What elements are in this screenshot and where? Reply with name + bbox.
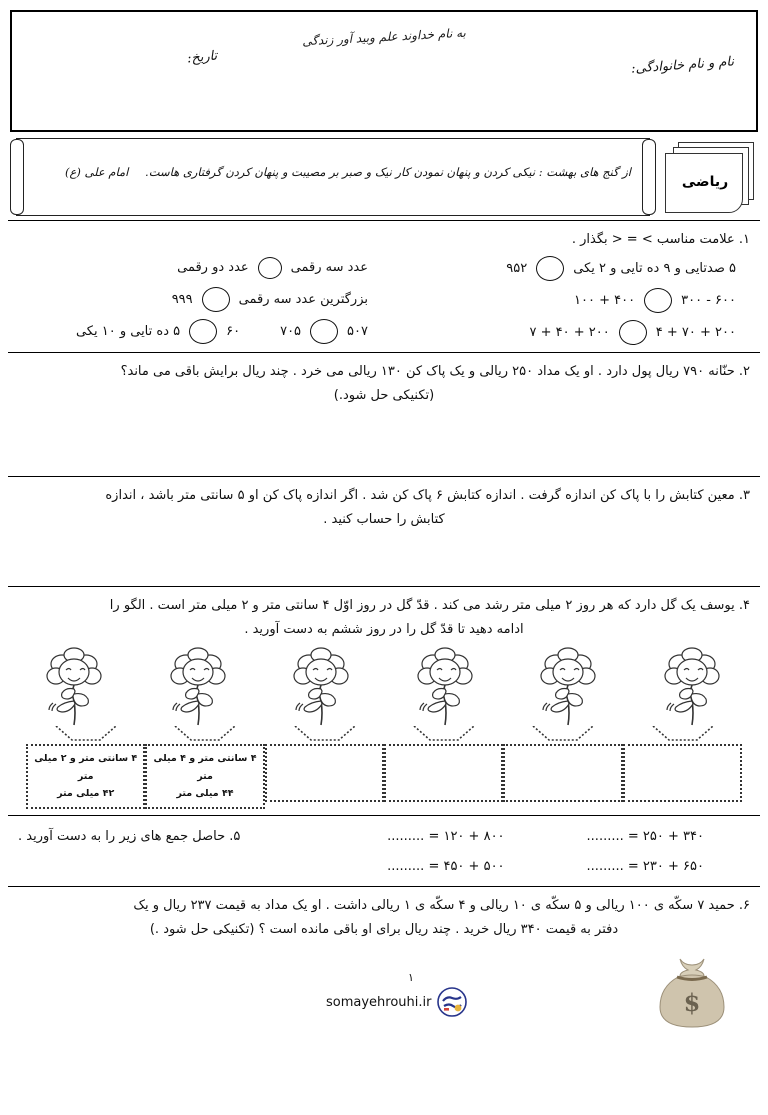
comparison-operand-right: ۲۰۰ + ۷۰ + ۴ bbox=[655, 324, 736, 340]
question-6-line-2: دفتر به قیمت ۳۴۰ ریال خرید . چند ریال برای او باقی مانده است ؟ (تکنیکی حل شود .) bbox=[149, 921, 619, 937]
question-6-number: ۶. bbox=[738, 897, 750, 913]
question-3-text: معین کتابش را با پاک کن اندازه گرفت . اندازه کتابش ۶ پاک کن شد . اگر اندازه پاک کن او ۵ سانتی متر باشد ، اندازه bbox=[105, 488, 735, 504]
comparison-row bbox=[506, 256, 736, 281]
quote-content bbox=[35, 165, 631, 179]
comparison-operand-left: ۲۰۰ + ۴۰ + ۷ bbox=[529, 324, 610, 340]
date-field-label[interactable]: تاریخ: bbox=[186, 48, 218, 67]
question-6-line-1 bbox=[18, 894, 750, 918]
question-6 bbox=[8, 886, 760, 949]
callout-pointer bbox=[503, 726, 622, 744]
question-2-line-1 bbox=[18, 360, 750, 384]
question-5-sums bbox=[18, 825, 750, 879]
question-3-line-1 bbox=[18, 484, 750, 508]
question-3-number: ۳. bbox=[738, 488, 750, 504]
comparison-row bbox=[574, 288, 736, 313]
comparison-operand-right: ۶۰۰ - ۳۰۰ bbox=[681, 292, 736, 308]
question-4-number: ۴. bbox=[738, 598, 750, 614]
question-4 bbox=[8, 586, 760, 815]
flower-icon bbox=[32, 646, 118, 732]
flower-icon bbox=[526, 646, 612, 732]
money-bag-icon bbox=[654, 955, 730, 1029]
subject-and-quote-banner bbox=[10, 136, 758, 220]
pattern-answer-box[interactable] bbox=[145, 744, 264, 809]
question-2-text: حنّانه ۷۹۰ ریال پول دارد . او یک مداد ۲۵۰ ریالی و یک پاک کن ۱۳۰ ریالی می خرد . چند ریال برایش باقی می ماند؟ bbox=[120, 364, 735, 380]
comparison-answer-circle[interactable] bbox=[536, 256, 564, 281]
comparison-operand-right: ۵۰۷ bbox=[347, 323, 368, 339]
comparison-answer-circle[interactable] bbox=[619, 320, 647, 345]
quote-scroll bbox=[16, 138, 650, 216]
comparison-operand-right: عدد سه رقمی bbox=[290, 260, 368, 276]
sum-expression[interactable] bbox=[387, 855, 504, 879]
flower-illustration-row bbox=[18, 642, 750, 732]
pattern-answer-box[interactable] bbox=[503, 744, 622, 802]
quote-source: امام علی (ع) bbox=[65, 165, 129, 179]
question-1-title: علامت مناسب > = < بگذار . bbox=[571, 232, 735, 247]
question-2 bbox=[8, 352, 760, 476]
comparison-operand-right: ۵ صدتایی و ۹ ده تایی و ۲ یکی bbox=[573, 260, 736, 276]
comparison-row bbox=[172, 287, 368, 312]
question-1-comparison-grid bbox=[18, 256, 750, 345]
pattern-callout bbox=[384, 726, 503, 809]
comparison-operand-left: عدد دو رقمی bbox=[177, 260, 249, 276]
callout-pointer bbox=[265, 726, 384, 744]
pattern-answer-box[interactable] bbox=[265, 744, 384, 802]
pattern-callout bbox=[26, 726, 145, 809]
pattern-answer-row bbox=[18, 726, 750, 813]
callout-pointer bbox=[26, 726, 145, 744]
comparison-answer-circle[interactable] bbox=[644, 288, 672, 313]
question-4-line-1 bbox=[18, 594, 750, 618]
brand-logo-icon bbox=[437, 987, 467, 1017]
question-5 bbox=[8, 815, 760, 886]
pattern-answer-line-1: ۴ سانتی متر و ۲ میلی متر bbox=[34, 753, 138, 782]
comparison-operand-left: ۷۰۵ bbox=[280, 323, 302, 339]
comparison-operand-right: ۶۰ bbox=[226, 323, 241, 339]
svg-text:$: $ bbox=[683, 988, 701, 1018]
pattern-answer-box[interactable] bbox=[384, 744, 503, 802]
comparison-answer-circle[interactable] bbox=[189, 319, 217, 344]
question-3-line-2: کتابش را حساب کنید . bbox=[323, 512, 445, 528]
sum-expression[interactable] bbox=[587, 855, 704, 879]
question-1 bbox=[8, 220, 760, 352]
comparison-row bbox=[177, 256, 368, 280]
flower-icon bbox=[279, 646, 365, 732]
question-1-column-left bbox=[386, 256, 750, 345]
comparison-operand-left: ۹۹۹ bbox=[171, 291, 193, 307]
question-5-number: ۵. bbox=[229, 828, 241, 844]
comparison-operand-left: ۵ ده تایی و ۱۰ یکی bbox=[75, 323, 181, 339]
comparison-row bbox=[530, 320, 737, 345]
sum-row bbox=[18, 825, 750, 849]
question-1-column-right bbox=[18, 256, 386, 345]
sum-row bbox=[18, 855, 750, 879]
sum-blank[interactable]: ......... bbox=[586, 858, 624, 874]
callout-pointer bbox=[623, 726, 742, 744]
sum-expr-text: ۶۵۰ + ۲۳۰ = bbox=[627, 858, 704, 874]
pattern-answer-box[interactable] bbox=[26, 744, 145, 809]
comparison-operand-left: ۹۵۲ bbox=[506, 260, 528, 276]
subject-label: ریاضی bbox=[681, 174, 729, 190]
comparison-operand-left: ۴۰۰ + ۱۰۰ bbox=[574, 292, 636, 308]
page-number: ۱ bbox=[408, 971, 414, 985]
sum-expression[interactable] bbox=[587, 825, 704, 849]
question-6-text: حمید ۷ سکّه ی ۱۰۰ ریالی و ۵ سکّه ی ۱۰ ریالی و ۴ سکّه ی ۱ ریالی داشت . او یک مداد به قیمت ۲۳۷ ریال و یک bbox=[133, 897, 735, 913]
question-5-title: حاصل جمع های زیر را به دست آورید . bbox=[18, 828, 226, 844]
question-2-number: ۲. bbox=[738, 364, 750, 380]
pattern-answer-line-2: ۴۲ میلی متر bbox=[57, 788, 115, 800]
comparison-answer-circle[interactable] bbox=[310, 319, 338, 344]
callout-pointer bbox=[145, 726, 264, 744]
comparison-answer-circle[interactable] bbox=[202, 287, 230, 312]
question-3 bbox=[8, 476, 760, 586]
sum-blank[interactable]: ......... bbox=[387, 828, 425, 844]
flower-icon bbox=[403, 646, 489, 732]
question-1-number: ۱. bbox=[738, 232, 750, 247]
comparison-operand-right: بزرگترین عدد سه رقمی bbox=[238, 291, 368, 307]
pattern-callout bbox=[503, 726, 622, 809]
page-footer bbox=[8, 949, 760, 1041]
student-name-field-label[interactable]: نام و نام خانوادگی: bbox=[630, 54, 735, 77]
sum-expr-text: ۸۰۰ + ۱۲۰ = bbox=[428, 828, 505, 844]
sum-expr-text: ۵۰۰ + ۴۵۰ = bbox=[428, 858, 505, 874]
sum-expression[interactable] bbox=[387, 825, 504, 849]
student-info-header bbox=[10, 10, 758, 132]
subject-paper-stack bbox=[658, 142, 754, 214]
sum-blank[interactable]: ......... bbox=[586, 828, 624, 844]
question-4-text: یوسف یک گل دارد که هر روز ۲ میلی متر رشد می کند . قدّ گل در روز اوّل ۴ سانتی متر و ۲ میلی متر است . الگو را bbox=[109, 598, 735, 614]
site-brand[interactable] bbox=[326, 987, 467, 1017]
question-1-heading bbox=[18, 228, 750, 252]
question-2-line-2: (تکنیکی حل شود.) bbox=[333, 388, 435, 404]
callout-pointer bbox=[384, 726, 503, 744]
pattern-callout bbox=[145, 726, 264, 809]
bismillah-text: به نام خداوند علم وبید آور زندگی bbox=[301, 25, 467, 49]
site-url[interactable]: somayehrouhi.ir bbox=[326, 994, 432, 1010]
comparison-answer-circle[interactable] bbox=[258, 257, 282, 279]
comparison-row bbox=[76, 319, 368, 344]
flower-icon bbox=[156, 646, 242, 732]
pattern-answer-box[interactable] bbox=[623, 744, 742, 802]
pattern-answer-line-2: ۴۴ میلی متر bbox=[176, 788, 234, 800]
sum-blank[interactable]: ......... bbox=[387, 858, 425, 874]
pattern-answer-line-1: ۴ سانتی متر و ۴ میلی متر bbox=[153, 753, 257, 782]
flower-icon bbox=[650, 646, 736, 732]
quote-text: از گنج های بهشت : نیکی کردن و پنهان نمودن کار نیک و صبر بر مصیبت و پنهان کردن گرفتاری هاست. bbox=[145, 165, 631, 179]
pattern-callout bbox=[623, 726, 742, 809]
sum-expr-text: ۳۴۰ + ۲۵۰ = bbox=[627, 828, 704, 844]
question-4-line-2: ادامه دهید تا قدّ گل را در روز ششم به دست آورید . bbox=[244, 622, 524, 638]
question-5-heading bbox=[18, 825, 240, 849]
pattern-callout bbox=[265, 726, 384, 809]
